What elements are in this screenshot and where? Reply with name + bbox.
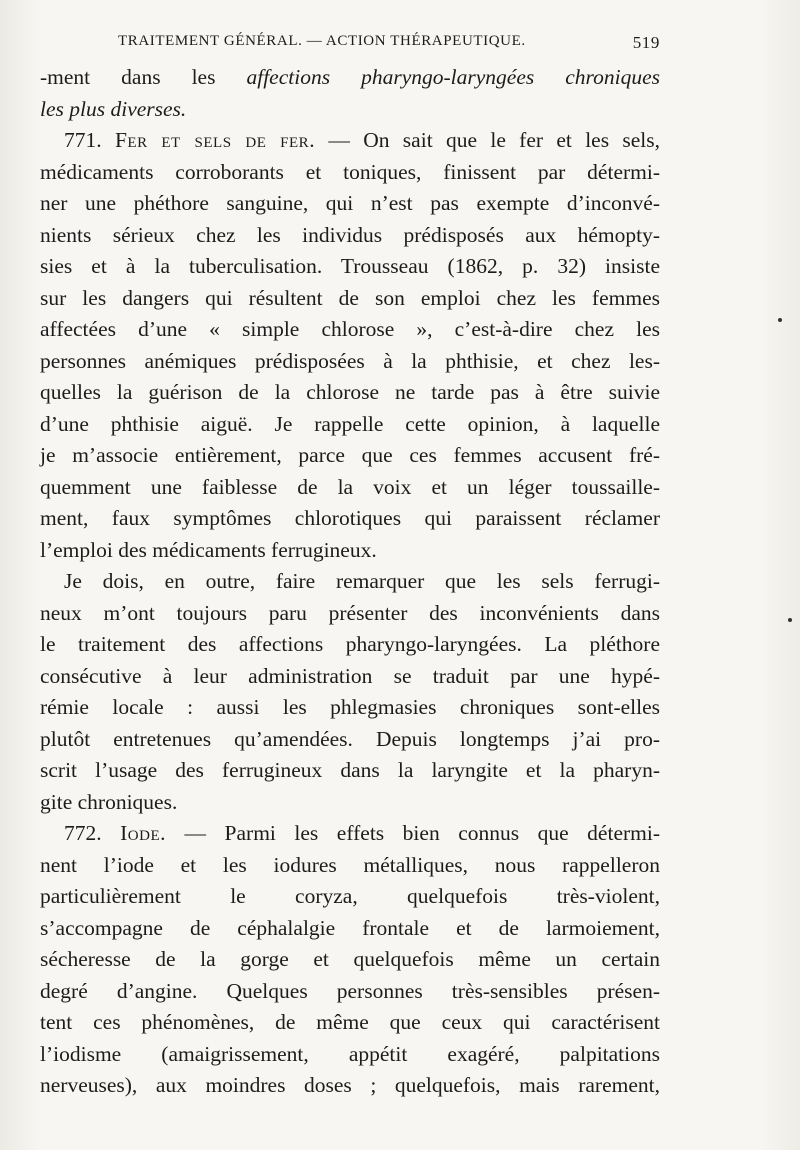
text-span: quemment une faiblesse de la voix et un léger toussaille- (40, 474, 660, 499)
text-line (40, 629, 660, 661)
text-span: particulièrement le coryza, quelquefois très-violent, (40, 884, 660, 908)
text-line (40, 724, 660, 756)
text-span: consécutive à leur administration se traduit par une hypé- (40, 663, 660, 688)
text-span: s’accompagne de céphalalgie frontale et de larmoiement, (40, 915, 660, 940)
text-span: personnes anémiques prédisposées à la phthisie, et chez les- (40, 348, 660, 373)
text-span: tent ces phénomènes, de même que ceux qui caractérisent (40, 1010, 660, 1034)
text-line (40, 944, 660, 976)
text-span: nent l’iode et les iodures métalliques, nous rappelleron (40, 852, 660, 877)
text-line (40, 976, 660, 1008)
text-span: — On sait que le fer et les sels, (315, 128, 661, 152)
text-line (40, 62, 660, 94)
text-line (40, 818, 660, 850)
text-span: sécheresse de la gorge et quelquefois même un certain (40, 947, 660, 971)
text-line (40, 787, 660, 819)
text-span: l’emploi des médicaments ferrugineux. (40, 537, 377, 562)
text-span: d’une phthisie aiguë. Je rappelle cette opinion, à laquelle (40, 411, 660, 436)
section-heading: Fer et sels de fer. (114, 128, 316, 152)
text-line (40, 881, 660, 913)
text-span: l’iodisme (amaigrissement, appétit exagéré, palpitations (40, 1041, 660, 1066)
text-span: nerveuses), aux moindres doses ; quelquefois, mais rarement, (40, 1073, 660, 1097)
ink-speck (788, 618, 792, 622)
italic-text: les plus diverses. (40, 96, 187, 121)
text-span: -ment dans les (40, 65, 247, 89)
text-line (40, 535, 660, 567)
text-line (40, 409, 660, 441)
text-line (40, 755, 660, 787)
text-span: 771. (64, 128, 115, 152)
text-line (40, 377, 660, 409)
text-line (40, 1039, 660, 1071)
text-line (40, 440, 660, 472)
text-line (40, 472, 660, 504)
text-span: degré d’angine. Quelques personnes très-sensibles présen- (40, 978, 660, 1003)
text-span: sur les dangers qui résultent de son emploi chez les femmes (40, 285, 660, 310)
text-line (40, 314, 660, 346)
text-line (40, 598, 660, 630)
text-span: plutôt entretenues qu’amendées. Depuis longtemps j’ai pro- (40, 726, 660, 751)
text-span: quelles la guérison de la chlorose ne tarde pas à être suivie (40, 380, 660, 404)
text-line (40, 346, 660, 378)
text-line (40, 125, 660, 157)
text-span: médicaments corroborants et toniques, finissent par détermi- (40, 159, 660, 184)
text-line (40, 94, 660, 126)
running-head-title: TRAITEMENT GÉNÉRAL. — ACTION THÉRAPEUTIQUE. (118, 33, 526, 49)
text-span: gite chroniques. (40, 789, 178, 814)
text-line (40, 566, 660, 598)
text-span: nients sérieux chez les individus prédisposés aux hémopty- (40, 222, 660, 247)
text-span: le traitement des affections pharyngo-laryngées. La pléthore (40, 632, 660, 656)
text-line (40, 503, 660, 535)
text-line (40, 157, 660, 189)
section-heading: Iode. (120, 821, 167, 845)
text-span: scrit l’usage des ferrugineux dans la laryngite et la pharyn- (40, 758, 660, 782)
text-line (40, 283, 660, 315)
text-span: je m’associe entièrement, parce que ces femmes accusent fré- (40, 443, 660, 467)
body-text (40, 62, 660, 1102)
text-span: sies et à la tuberculisation. Trousseau (1862, p. 32) insiste (40, 254, 660, 278)
text-span: neux m’ont toujours paru présenter des inconvénients dans (40, 600, 660, 625)
text-line (40, 220, 660, 252)
running-head (118, 33, 660, 55)
text-span: 772. (64, 821, 121, 845)
text-line (40, 1007, 660, 1039)
text-span: ner une phéthore sanguine, qui n’est pas exempte d’inconvé- (40, 191, 660, 215)
text-line (40, 850, 660, 882)
text-line (40, 1070, 660, 1102)
text-span: rémie locale : aussi les phlegmasies chroniques sont-elles (40, 695, 660, 719)
text-span: — Parmi les effets bien connus que détermi- (166, 821, 661, 845)
text-span: affectées d’une « simple chlorose », c’est-à-dire chez les (40, 317, 660, 341)
text-span: ment, faux symptômes chlorotiques qui paraissent réclamer (40, 506, 660, 530)
page-number: 519 (632, 33, 660, 52)
ink-speck (778, 318, 782, 322)
text-line (40, 188, 660, 220)
italic-text: affections pharyngo-laryngées chroniques (246, 65, 660, 89)
text-line (40, 692, 660, 724)
text-line (40, 913, 660, 945)
text-span: Je dois, en outre, faire remarquer que les sels ferrugi- (64, 569, 660, 593)
text-line (40, 251, 660, 283)
text-line (40, 661, 660, 693)
